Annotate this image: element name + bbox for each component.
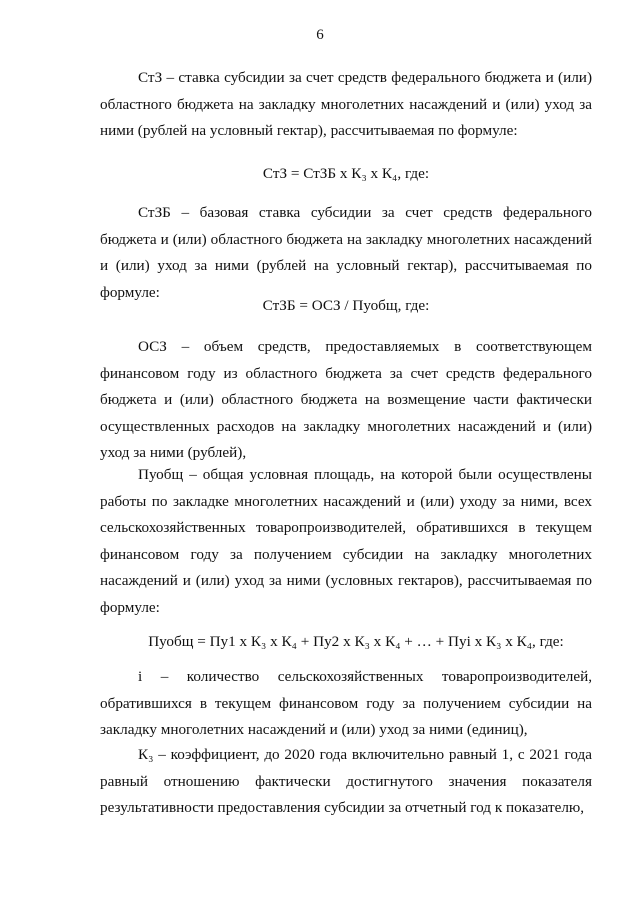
- paragraph-stz-definition: СтЗ – ставка субсидии за счет средств федерального бюджета и (или) областного бюджета на закладку многолетних насаждений и (или) уход за ними (рублей на условный гектар), рассчитываемая по формуле:: [100, 69, 592, 139]
- formula-puobsh: Пуобщ = Пу1 х К₃ х К₄ + Пу2 х К₃ х К₄ + … + Пуi х К₃ х К₄, где:: [148, 633, 564, 650]
- paragraph-k3-definition: К₃ – коэффициент, до 2020 года включительно равный 1, с 2021 года равный отношению фактически достигнутого значения показателя результативности предоставления субсидии за отчетный год к показателю,: [100, 746, 592, 816]
- page-number: 6: [316, 27, 324, 43]
- formula-stzb: СтЗБ = ОСЗ / Пуобщ, где:: [262, 297, 430, 314]
- formula-stz: СтЗ = СтЗБ х К₃ х К₄, где:: [262, 165, 430, 182]
- paragraph-i-definition: i – количество сельскохозяйственных товаропроизводителей, обратившихся в текущем финансовом году за получением субсидии на закладку многолетних насаждений и (или) уход за ними (единиц),: [100, 668, 592, 738]
- paragraph-stzb-definition: СтЗБ – базовая ставка субсидии за счет средств федерального бюджета и (или) областного бюджета на закладку многолетних насаждений и (или) уход за ними (рублей на условный гектар), рассчитываемая по формуле:: [100, 204, 592, 301]
- paragraph-puobsh-definition: Пуобщ – общая условная площадь, на которой были осуществлены работы по закладке многолетних насаждений и (или) уходу за ними, всех сельскохозяйственных товаропроизводителей, обратившихся в текущем финансовом году за получением субсидии на закладку многолетних насаждений и (или) уход за ними (условных гектаров), рассчитываемая по формуле:: [100, 466, 592, 616]
- paragraph-osz-definition: ОСЗ – объем средств, предоставляемых в соответствующем финансовом году из областного бюджета за счет средств федерального бюджета и (или) областного бюджета на возмещение части фактически осуществленных расходов на закладку многолетних насаждений и (или) уход за ними (рублей),: [100, 338, 592, 461]
